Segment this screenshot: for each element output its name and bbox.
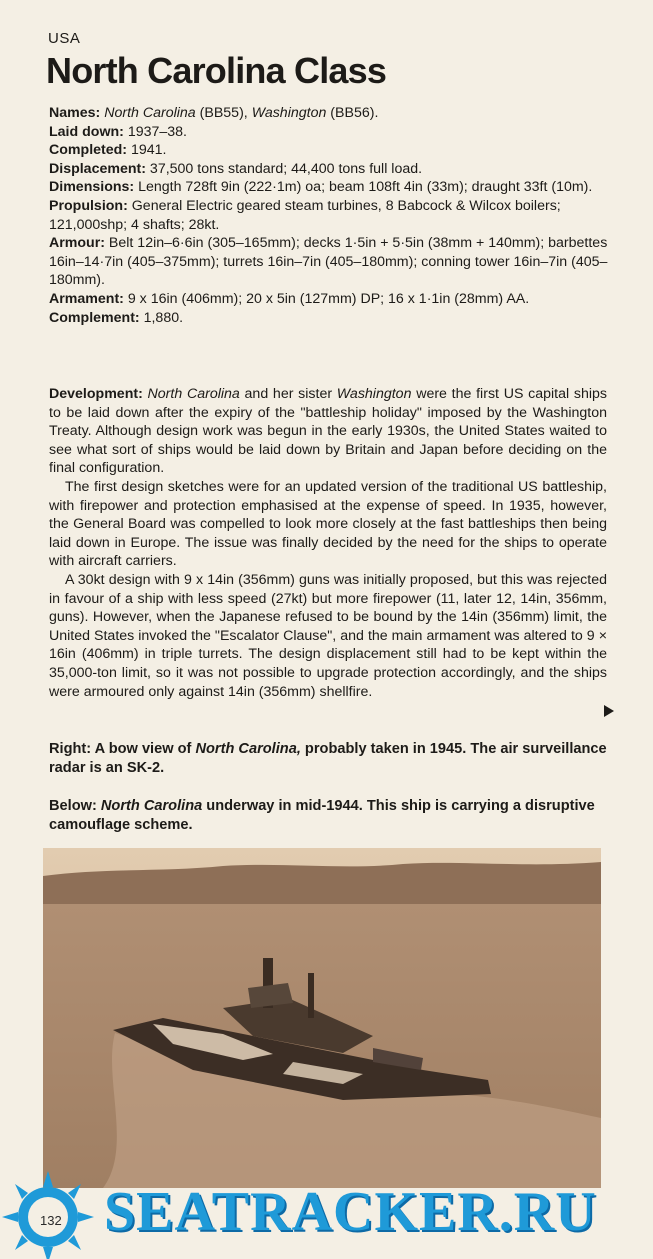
spec-label: Completed: [49,142,128,159]
spec-displacement [49,160,609,179]
spec-label: Names: [49,105,101,121]
country-label: USA [48,30,81,47]
development-text [49,385,607,701]
spec-label: Armour: [49,235,105,252]
caption-right [49,740,609,778]
spec-list [49,104,609,327]
spec-label: Armament: [49,290,124,307]
development-paragraph-2: The first design sketches were for an updated version of the traditional US battleship, with firepower and protection emphasised at the expense of speed. In 1935, however, the General Board was compelled to look more closely at the fast battleships then being laid down in Europe. The issue was finally decided by the need for the ships to operate with aircraft carriers. [49,478,607,570]
spec-value: General Electric geared steam turbines, 8 Babcock & Wilcox boilers; 121,000shp; 4 shafts; 28kt. [49,197,561,233]
ship-name: North Carolina, [195,741,301,757]
spec-complement [49,309,609,328]
aft-mast [308,973,314,1018]
spec-label: Complement: [49,309,140,326]
battleship-photo-art [43,848,601,1188]
spec-dimensions [49,178,609,197]
site-watermark: SEATRACKER.RU [104,1181,597,1243]
spec-laid-down [49,123,609,142]
spec-propulsion [49,197,609,234]
page-title: North Carolina Class [46,50,387,91]
ship-name: Washington [251,105,327,121]
caption-text: Right: A bow view of [49,741,196,757]
continued-arrow-icon [604,705,614,717]
spec-value: 9 x 16in (406mm); 20 x 5in (127mm) DP; 16 x 1·1in (28mm) AA. [123,290,530,307]
ship-name: Washington [336,386,412,402]
spec-armour [49,234,609,290]
spec-value: Belt 12in–6·6in (305–165mm); decks 1·5in + 5·5in (38mm + 140mm); barbettes 16in–14·7in (405–375mm); turrets 16in–7in (405–180mm); conning tower 16in–7in (405–180mm). [49,235,608,289]
caption-text: probably taken in 1945. The air surveillance radar is an SK-2. [49,741,607,776]
page-number: 132 [40,1213,62,1228]
spec-armament [49,290,609,309]
spec-label: Propulsion: [49,197,128,214]
spec-label: Dimensions: [49,179,135,196]
paragraph-text: were the first US capital ships to be laid down after the expiry of the "battleship holiday" imposed by the Washington Treaty. Although design work was begun in the early 1930s, the United States waited to see what sort of ships would be laid down by Britain and Japan before deciding on the final configuration. [49,386,607,477]
hull-number: (BB56). [326,105,379,121]
ship-name: North Carolina [104,105,196,121]
spec-completed [49,141,609,160]
development-label: Development: [49,386,143,402]
caption-text: Below: [49,798,101,814]
spec-names [49,104,609,123]
spec-label: Laid down: [49,123,124,140]
battleship-photo [43,848,601,1188]
caption-below [49,797,609,835]
development-paragraph-1 [49,385,607,478]
hull-number: (BB55), [195,105,252,121]
spec-value: 37,500 tons standard; 44,400 tons full load. [145,160,423,177]
development-paragraph-3: A 30kt design with 9 x 14in (356mm) guns was initially proposed, but this was rejected in favour of a ship with less speed (27kt) but more firepower (11, later 12, 14in, 356mm, guns). However, when the Japanese refused to be bound by the 14in (356mm) limit, the United States invoked the "Escalator Clause", and the main armament was altered to 9 × 16in (406mm) in triple turrets. The design displacement still had to be kept within the 35,000-ton limit, so it was not possible to upgrade protection accordingly, and the ships were armoured only against 14in (356mm) shellfire. [49,571,607,700]
spec-value: Length 728ft 9in (222·1m) oa; beam 108ft 4in (33m); draught 33ft (10m). [134,179,593,196]
caption-text: underway in mid-1944. This ship is carrying a disruptive camouflage scheme. [49,798,595,833]
spec-value: 1937–38. [123,123,187,140]
spec-label: Displacement: [49,160,146,177]
ship-name: North Carolina [147,386,240,402]
spec-value: 1,880. [139,309,184,326]
page-corner-badge-icon [0,1165,96,1259]
spec-value: 1941. [127,142,167,159]
ship-name: North Carolina [100,798,203,814]
paragraph-text: and her sister [239,386,337,402]
